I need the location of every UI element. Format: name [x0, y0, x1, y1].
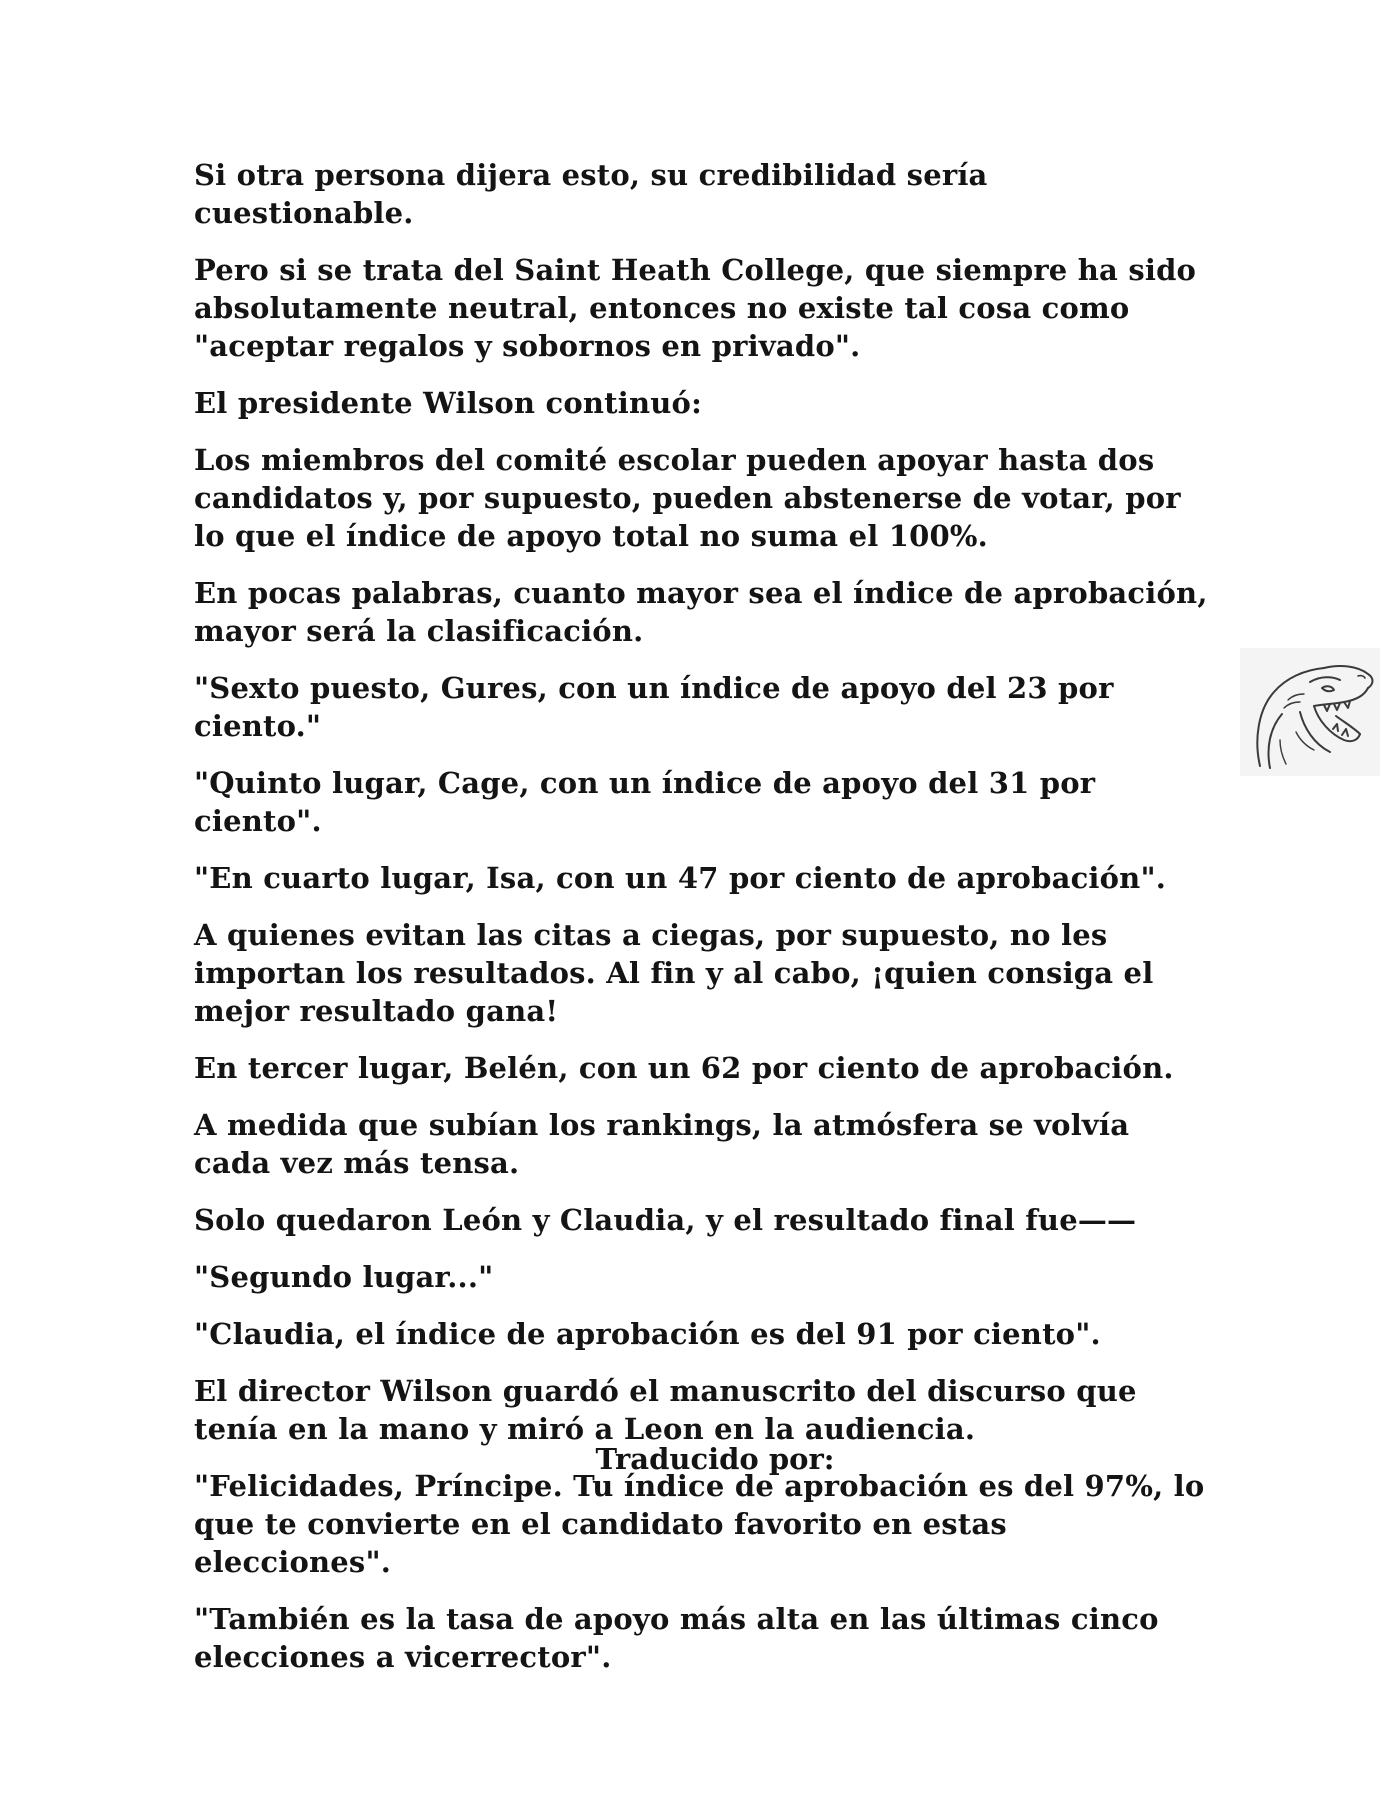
paragraph: "Sexto puesto, Gures, con un índice de apoyo del 23 por ciento." [194, 671, 1114, 743]
paragraph: A quienes evitan las citas a ciegas, por supuesto, no les importan los resultados. Al fin y al cabo, ¡quien consiga el mejor resultado gana! [194, 918, 1154, 1028]
paragraph: "Felicidades, Príncipe. Tu índice de aprobación es del 97%, lo que te convierte en el candidato favorito en estas elecciones". [194, 1469, 1205, 1579]
paragraph: "Quinto lugar, Cage, con un índice de apoyo del 31 por ciento". [194, 766, 1096, 838]
paragraph: A medida que subían los rankings, la atmósfera se volvía cada vez más tensa. [194, 1108, 1130, 1180]
paragraph: En tercer lugar, Belén, con un 62 por ciento de aprobación. [194, 1051, 1174, 1085]
paragraph: El director Wilson guardó el manuscrito del discurso que tenía en la mano y miró a Leon en la audiencia. [194, 1374, 1137, 1446]
paragraph: Si otra persona dijera esto, su credibilidad sería cuestionable. [194, 158, 988, 230]
paragraph: Los miembros del comité escolar pueden apoyar hasta dos candidatos y, por supuesto, pueden abstenerse de votar, por lo que el índice de apoyo total no suma el 100%. [194, 443, 1181, 553]
paragraph: En pocas palabras, cuanto mayor sea el índice de aprobación, mayor será la clasificación. [194, 576, 1208, 648]
translator-credit: Traducido por: [595, 1442, 835, 1476]
paragraph: Solo quedaron León y Claudia, y el resultado final fue—— [194, 1203, 1137, 1237]
paragraph: Pero si se trata del Saint Heath College, que siempre ha sido absolutamente neutral, entonces no existe tal cosa como "aceptar regalos y sobornos en privado". [194, 253, 1197, 363]
paragraph: "Segundo lugar..." [194, 1260, 494, 1294]
paragraph: El presidente Wilson continuó: [194, 386, 702, 420]
dinosaur-head-icon [1240, 648, 1380, 776]
paragraph: "Claudia, el índice de aprobación es del 91 por ciento". [194, 1317, 1101, 1351]
paragraph: "En cuarto lugar, Isa, con un 47 por ciento de aprobación". [194, 861, 1167, 895]
paragraph: "También es la tasa de apoyo más alta en las últimas cinco elecciones a vicerrector". [194, 1602, 1159, 1674]
